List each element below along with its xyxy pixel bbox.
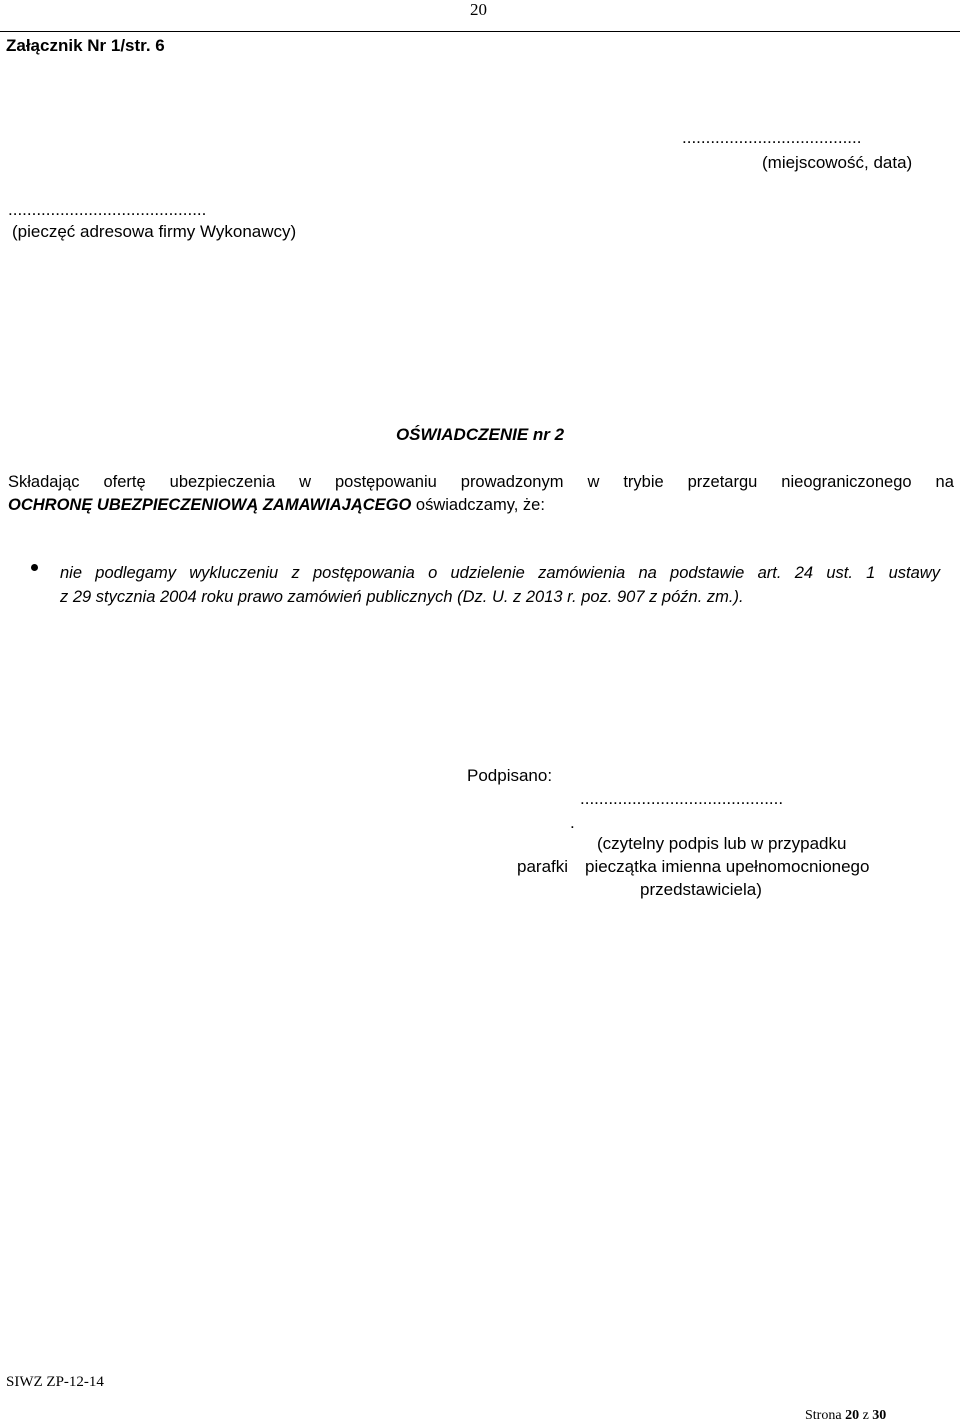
intro-tail: oświadczamy, że: (411, 496, 545, 514)
intro-line-1 (8, 471, 954, 494)
statement-word: wykluczeniu (189, 564, 279, 582)
intro-word: nieograniczonego (781, 473, 912, 491)
bullet-icon (31, 564, 38, 571)
footer-page-prefix: Strona (805, 1408, 846, 1423)
statement-word: z (291, 564, 300, 582)
signature-caption-parafki: parafki (517, 857, 569, 876)
statement-line-2: z 29 stycznia 2004 roku prawo zamówień publicznych (Dz. U. z 2013 r. poz. 907 z późn. zm.). (60, 588, 744, 606)
place-date-label: (miejscowość, data) (762, 153, 913, 172)
statement-word: 1 (866, 564, 876, 582)
intro-word: postępowaniu (334, 473, 437, 491)
statement-word: o (428, 564, 438, 582)
statement-item (60, 561, 940, 609)
footer-page-total: 30 (872, 1408, 887, 1423)
intro-line-2 (8, 494, 954, 517)
statement-word: nie (60, 564, 83, 582)
statement-word: podlegamy (95, 564, 177, 582)
company-stamp-label: (pieczęć adresowa firmy Wykonawcy) (12, 222, 297, 241)
statement-word: na (638, 564, 657, 582)
signature-caption-line-2: pieczątka imienna upełnomocnionego (585, 857, 870, 876)
statement-word: art. (757, 564, 782, 582)
signature-caption-line-1: (czytelny podpis lub w przypadku (597, 834, 847, 853)
intro-word: na (935, 473, 954, 491)
intro-paragraph (8, 471, 954, 517)
intro-word: trybie (623, 473, 664, 491)
intro-word: ubezpieczenia (169, 473, 276, 491)
statement-word: ust. (826, 564, 853, 582)
intro-word: Składając (8, 473, 80, 491)
signed-label: Podpisano: (467, 766, 553, 785)
footer-document-code: SIWZ ZP-12-14 (6, 1374, 104, 1390)
statement-title: OŚWIADCZENIE nr 2 (395, 425, 565, 444)
statement-word: 24 (794, 564, 814, 582)
statement-word: udzielenie (450, 564, 525, 582)
footer-page-mid: z (859, 1408, 873, 1423)
signature-dot: . (570, 813, 575, 832)
statement-word: podstawie (670, 564, 745, 582)
intro-subject: OCHRONĘ UBEZPIECZENIOWĄ ZAMAWIAJĄCEGO (8, 496, 412, 514)
page-number: 20 (470, 0, 487, 19)
place-date-dots: ...................................... (682, 128, 862, 147)
signature-dots: ........................................... (580, 789, 784, 808)
statement-word: postępowania (312, 564, 415, 582)
footer-page-counter (805, 1408, 886, 1424)
statement-word: ustawy (888, 564, 940, 582)
intro-word: ofertę (103, 473, 146, 491)
intro-word: przetargu (687, 473, 758, 491)
intro-word: w (587, 473, 600, 491)
statement-word: zamówienia (538, 564, 626, 582)
company-stamp-dots: .......................................... (8, 200, 207, 219)
header-divider (0, 31, 960, 32)
intro-word: w (299, 473, 312, 491)
statement-line-1 (60, 561, 940, 585)
signature-caption-line-3: przedstawiciela) (640, 880, 762, 899)
intro-word: prowadzonym (460, 473, 564, 491)
attachment-label: Załącznik Nr 1/str. 6 (6, 36, 165, 55)
footer-page-current: 20 (845, 1408, 860, 1423)
